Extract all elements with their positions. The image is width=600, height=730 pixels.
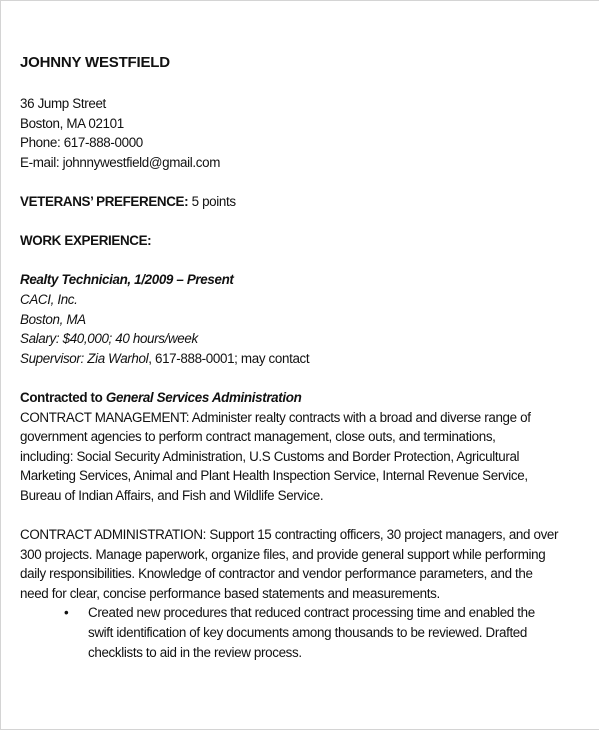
text-line: need for clear, concise performance based statements and measurements. (20, 585, 440, 601)
address-street: 36 Jump Street (20, 96, 106, 111)
job-salary: Salary: $40,000; 40 hours/week (20, 331, 198, 347)
veterans-preference (20, 192, 558, 212)
contract-management-paragraph (20, 408, 558, 506)
contract-administration-paragraph (20, 525, 558, 603)
contract-agency: General Services Administration (105, 389, 302, 405)
text-line: swift identification of key documents among thousands to be reviewed. Drafted (88, 625, 528, 641)
text-line: daily responsibilities. Knowledge of contractor and vendor performance parameters, and the (20, 566, 533, 582)
text-line: 300 projects. Manage paperwork, organize files, and provide general support while performing (20, 546, 546, 562)
text-line: Created new procedures that reduced contract processing time and enabled the (88, 605, 535, 621)
veterans-value: 5 points (188, 193, 236, 209)
job-location: Boston, MA (20, 311, 86, 327)
contract-heading (20, 388, 558, 408)
text-line: CONTRACT ADMINISTRATION: Support 15 contracting officers, 30 project managers, and over (20, 527, 559, 543)
supervisor-name: Supervisor: Zia Warhol (20, 350, 149, 366)
work-experience-heading: WORK EXPERIENCE: (20, 233, 152, 249)
resume-content (20, 53, 558, 662)
job-title: Realty Technician, 1/2009 – Present (20, 272, 234, 288)
job-company: CACI, Inc. (20, 291, 78, 307)
bullet-item (20, 603, 558, 662)
email: E-mail: johnnywestfield@gmail.com (20, 154, 221, 170)
text-line: including: Social Security Administration, U.S Customs and Border Protection, Agricultural (20, 448, 520, 464)
text-line: CONTRACT MANAGEMENT: Administer realty contracts with a broad and diverse range of (20, 409, 531, 425)
veterans-label: VETERANS’ PREFERENCE: (20, 193, 189, 209)
text-line: Marketing Services, Animal and Plant Health Inspection Service, Internal Revenue Service, (20, 468, 528, 484)
text-line: Bureau of Indian Affairs, and Fish and Wildlife Service. (20, 487, 324, 503)
phone: Phone: 617-888-0000 (20, 135, 143, 151)
applicant-name: JOHNNY WESTFIELD (20, 54, 170, 71)
job-supervisor (20, 349, 558, 369)
bullet-icon: • (64, 605, 69, 621)
supervisor-contact: , 617-888-0001; may contact (148, 350, 310, 366)
contract-prefix: Contracted to (20, 389, 106, 405)
text-line: government agencies to perform contract management, close outs, and terminations, (20, 429, 496, 445)
text-line: checklists to aid in the review process. (88, 644, 302, 660)
address-city: Boston, MA 02101 (20, 115, 124, 131)
